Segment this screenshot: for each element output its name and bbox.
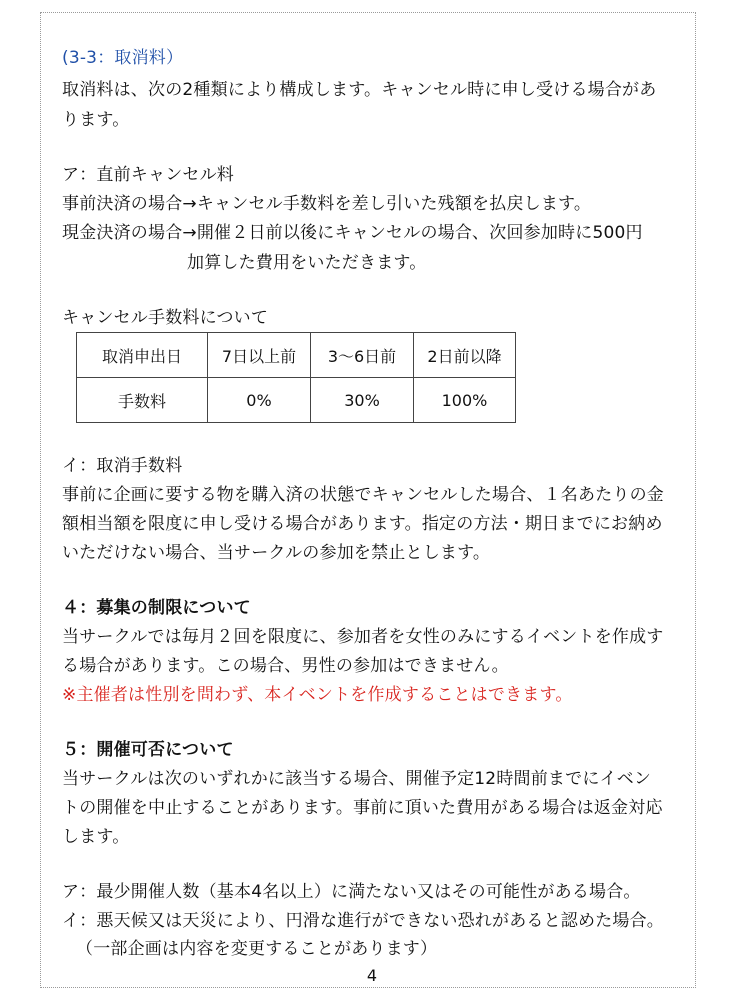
table-cell: 取消申出日 [77, 333, 208, 378]
section-3-3-heading: (3-3：取消料） [62, 48, 184, 68]
section-5-item-a: ア：最少開催人数（基本4名以上）に満たない又はその可能性がある場合。 [62, 882, 641, 902]
page-number: 4 [366, 966, 378, 985]
table-cell: 100% [414, 378, 516, 423]
table-row [77, 333, 516, 378]
cancel-i-line-2: 額相当額を限度に申し受ける場合があります。指定の方法・期日までにお納め [62, 514, 663, 534]
table-cell: 7日以上前 [208, 333, 311, 378]
section-5-heading: ５：開催可否について [62, 740, 234, 760]
intro-line-2: ります。 [62, 110, 130, 130]
section-4-line-2: る場合があります。この場合、男性の参加はできません。 [62, 656, 509, 676]
section-4-line-1: 当サークルでは毎月２回を限度に、参加者を女性のみにするイベントを作成す [62, 627, 664, 647]
table-cell: 手数料 [77, 378, 208, 423]
cancel-i-line-3: いただけない場合、当サークルの参加を禁止とします。 [62, 543, 491, 563]
table-row [77, 378, 516, 423]
cancel-a-line-2: 現金決済の場合→開催２日前以後にキャンセルの場合、次回参加時に500円 [62, 223, 643, 243]
table-cell: 3〜6日前 [311, 333, 414, 378]
cancel-a-line-1: 事前決済の場合→キャンセル手数料を差し引いた残額を払戻します。 [62, 194, 592, 214]
table-cell: 0% [208, 378, 311, 423]
fee-table-caption: キャンセル手数料について [62, 308, 269, 328]
cancel-i-line-1: 事前に企画に要する物を購入済の状態でキャンセルした場合、１名あたりの金 [62, 485, 664, 505]
intro-line-1: 取消料は、次の2種類により構成します。キャンセル時に申し受ける場合があ [62, 80, 657, 100]
section-5-line-3: します。 [62, 827, 130, 847]
section-5-item-i: イ：悪天候又は天災により、円滑な進行ができない恐れがあると認めた場合。 [62, 911, 664, 931]
cancel-fee-table [76, 332, 516, 423]
section-5-line-2: トの開催を中止することがあります。事前に頂いた費用がある場合は返金対応 [62, 798, 663, 818]
cancel-i-heading: イ：取消手数料 [62, 456, 183, 476]
table-cell: 2日前以降 [414, 333, 516, 378]
table-cell: 30% [311, 378, 414, 423]
section-4-heading: ４：募集の制限について [62, 598, 251, 618]
section-4-note: ※主催者は性別を問わず、本イベントを作成することはできます。 [62, 685, 573, 705]
section-5-footnote: （一部企画は内容を変更することがあります） [76, 939, 438, 959]
cancel-a-indent-line: 加算した費用をいただきます。 [187, 253, 427, 273]
cancel-a-heading: ア：直前キャンセル料 [62, 165, 234, 185]
section-5-line-1: 当サークルは次のいずれかに該当する場合、開催予定12時間前までにイベン [62, 769, 652, 789]
